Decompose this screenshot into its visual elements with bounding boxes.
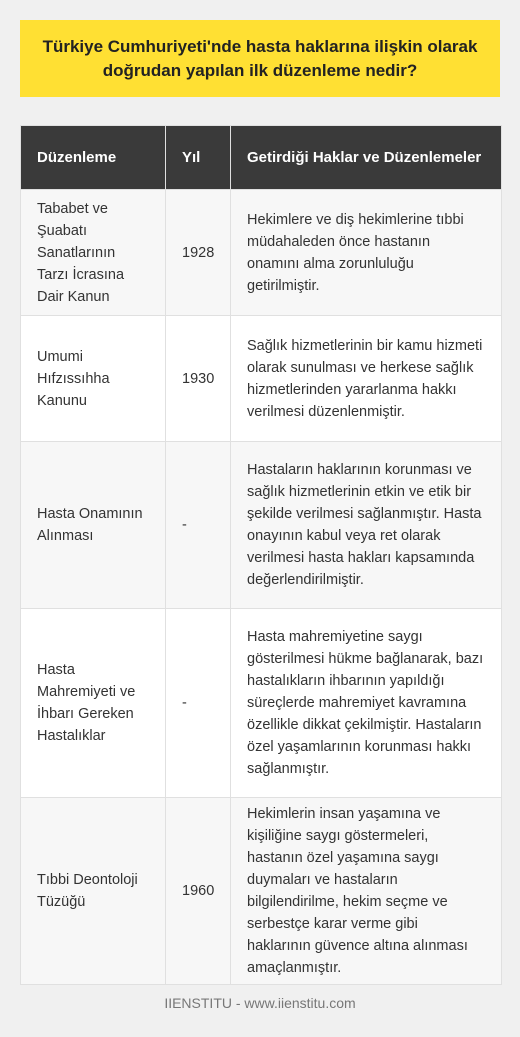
footer-credit: IIENSTITU - www.iienstitu.com xyxy=(164,995,356,1011)
table-row xyxy=(21,442,502,609)
year-cell: 1960 xyxy=(166,798,231,985)
table-row xyxy=(21,316,502,442)
regulation-cell: Hasta Mahremiyeti ve İhbarı Gereken Hastalıklar xyxy=(21,609,166,798)
table-row xyxy=(21,798,502,985)
column-header-year: Yıl xyxy=(166,126,231,190)
rights-cell: Hastaların haklarının korunması ve sağlık hizmetlerinin etkin ve etik bir şekilde verilmesi sağlanmıştır. Hasta onayının kabul veya ret olarak verilmesi hasta hakları kapsamında değerlendirilmiştir. xyxy=(231,442,502,609)
regulation-cell: Tababet ve Şuabatı Sanatlarının Tarzı İcrasına Dair Kanun xyxy=(21,190,166,316)
year-cell: - xyxy=(166,609,231,798)
page-title: Türkiye Cumhuriyeti'nde hasta haklarına ilişkin olarak doğrudan yapılan ilk düzenleme nedir? xyxy=(42,36,478,80)
table-row xyxy=(21,609,502,798)
column-header-regulation: Düzenleme xyxy=(21,126,166,190)
table-row xyxy=(21,190,502,316)
year-cell: 1930 xyxy=(166,316,231,442)
regulation-cell: Tıbbi Deontoloji Tüzüğü xyxy=(21,798,166,985)
year-cell: 1928 xyxy=(166,190,231,316)
rights-cell: Sağlık hizmetlerinin bir kamu hizmeti olarak sunulması ve herkese sağlık hizmetlerinden yararlanma hakkı verilmesi düzenlenmiştir. xyxy=(231,316,502,442)
column-header-rights: Getirdiği Haklar ve Düzenlemeler xyxy=(231,126,502,190)
regulation-cell: Hasta Onamının Alınması xyxy=(21,442,166,609)
rights-cell: Hasta mahremiyetine saygı gösterilmesi hükme bağlanarak, bazı hastalıkların ihbarının yapıldığı süreçlerde mahremiyet kavramına özellikle dikkat çekilmiştir. Hastaların özel yaşamlarının korunması hakkı sağlanmıştır. xyxy=(231,609,502,798)
regulation-cell: Umumi Hıfzıssıhha Kanunu xyxy=(21,316,166,442)
rights-cell: Hekimlerin insan yaşamına ve kişiliğine saygı göstermeleri, hastanın özel yaşamına saygı duymaları ve hastaların bilgilendirilme, hekim seçme ve serbestçe karar verme gibi haklarının güvence altına alınması amaçlanmıştır. xyxy=(231,798,502,985)
table-header-row xyxy=(21,126,502,190)
title-banner xyxy=(20,20,500,97)
rights-cell: Hekimlere ve diş hekimlerine tıbbi müdahaleden önce hastanın onamını alma zorunluluğu getirilmiştir. xyxy=(231,190,502,316)
regulations-table xyxy=(20,125,502,985)
year-cell: - xyxy=(166,442,231,609)
